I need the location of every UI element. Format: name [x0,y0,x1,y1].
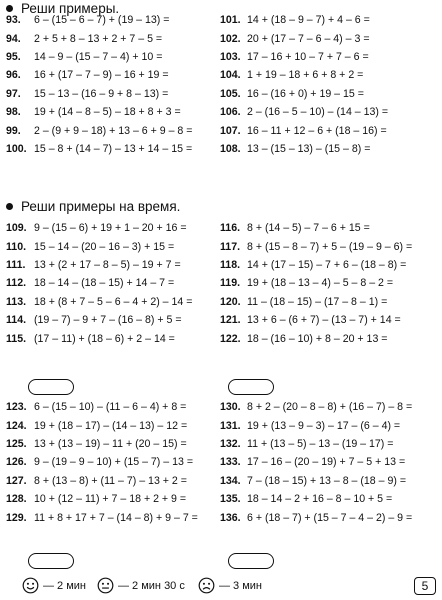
exercise-expression: 18 – 14 – (18 – 15) + 14 – 7 = [34,277,175,290]
exercise-row [220,398,440,416]
exercise-row [6,293,226,311]
exercise-expression: 6 + (18 – 7) + (15 – 7 – 4 – 2) – 9 = [247,511,413,524]
exercise-row [220,472,440,490]
exercise-expression: 6 – (15 – 10) – (11 – 6 – 4) + 8 = [34,401,187,414]
exercise-number: 119. [220,277,241,290]
legend-item-sad [198,577,262,594]
exercise-expression: 15 – 14 – (20 – 16 – 3) + 15 = [34,240,175,253]
exercise-number: 105. [220,87,241,100]
exercise-row [6,237,226,255]
exercise-number: 124. [6,419,27,432]
exercise-expression: 19 + (18 – 13 – 4) – 5 – 8 – 2 = [247,277,394,290]
exercise-expression: 16 – 11 + 12 – 6 + (18 – 16) = [247,124,387,137]
exercise-expression: 2 + 5 + 8 – 13 + 2 + 7 – 5 = [34,32,163,45]
smiley-sad-icon [198,577,215,594]
exercise-number: 129. [6,511,27,524]
section-2-heading [6,199,180,214]
exercise-expression: 8 + (14 – 5) – 7 – 6 + 15 = [247,222,370,235]
exercise-expression: 10 + (12 – 11) + 7 – 18 + 2 + 9 = [34,493,187,506]
exercise-number: 131. [220,419,241,432]
exercise-number: 101. [220,14,241,27]
section-3-left-column [6,398,226,527]
exercise-number: 93. [6,14,21,27]
exercise-expression: 19 + (14 – 8 – 5) – 18 + 8 + 3 = [34,106,181,119]
exercise-row [6,11,226,29]
exercise-number: 96. [6,69,21,82]
exercise-expression: 11 – (18 – 15) – (17 – 8 – 1) = [247,295,388,308]
exercise-row [220,85,440,103]
exercise-expression: 8 + (15 – 8 – 7) + 5 – (19 – 9 – 6) = [247,240,413,253]
section-2-title: Реши примеры на время. [21,199,181,214]
exercise-row [6,329,226,347]
bullet-icon [6,203,13,210]
exercise-row [220,48,440,66]
exercise-row [6,435,226,453]
section-3-right-column [220,398,440,527]
exercise-expression: 8 + (13 – 8) + (11 – 7) – 13 + 2 = [34,474,187,487]
legend-item-happy [22,577,86,594]
exercise-row [220,29,440,47]
exercise-number: 107. [220,124,241,137]
section-1-title: Реши примеры. [21,1,120,16]
exercise-number: 95. [6,50,21,63]
exercise-expression: 6 – (15 – 6 – 7) + (19 – 13) = [34,14,170,27]
time-answer-box-right-1[interactable] [228,379,274,395]
exercise-number: 112. [6,277,27,290]
exercise-number: 132. [220,437,241,450]
exercise-expression: (19 – 7) – 9 + 7 – (16 – 8) + 5 = [34,314,182,327]
exercise-row [220,237,440,255]
exercise-row [6,472,226,490]
exercise-number: 126. [6,456,27,469]
exercise-number: 98. [6,106,21,119]
exercise-expression: 20 + (17 – 7 – 6 – 4) – 3 = [247,32,370,45]
exercise-expression: 19 + (13 – 9 – 3) – 17 – (6 – 4) = [247,419,401,432]
exercise-expression: 17 – 16 + 10 – 7 + 7 – 6 = [247,50,369,63]
exercise-number: 116. [220,222,241,235]
exercise-row [6,416,226,434]
legend-text-sad: — 3 мин [219,579,263,592]
exercise-row [6,219,226,237]
section-2-right-column [220,219,440,348]
exercise-expression: 13 – (15 – 13) – (15 – 8) = [247,142,371,155]
exercise-number: 120. [220,295,241,308]
exercise-expression: 2 – (16 – 5 – 10) – (14 – 13) = [247,106,389,119]
exercise-expression: 13 + (13 – 19) – 11 + (20 – 15) = [34,437,187,450]
exercise-number: 110. [6,240,27,253]
legend-item-neutral [97,577,185,594]
exercise-number: 103. [220,50,241,63]
exercise-row [6,85,226,103]
exercise-number: 97. [6,87,21,100]
exercise-row [6,140,226,158]
exercise-number: 135. [220,493,241,506]
section-1-right-column [220,11,440,158]
section-2-left-column [6,219,226,348]
exercise-number: 115. [6,332,27,345]
exercise-expression: 9 – (19 – 9 – 10) + (15 – 7) – 13 = [34,456,194,469]
legend-text-happy: — 2 мин [43,579,87,592]
exercise-expression: 13 + (2 + 17 – 8 – 5) – 19 + 7 = [34,258,181,271]
exercise-row [6,121,226,139]
exercise-expression: 13 + 6 – (6 + 7) – (13 – 7) + 14 = [247,314,401,327]
exercise-row [220,121,440,139]
exercise-number: 109. [6,222,27,235]
exercise-expression: 14 + (17 – 15) – 7 + 6 – (18 – 8) = [247,258,407,271]
exercise-number: 122. [220,332,241,345]
exercise-row [220,311,440,329]
exercise-row [6,103,226,121]
exercise-expression: 15 – 13 – (16 – 9 + 8 – 13) = [34,87,169,100]
exercise-row [220,490,440,508]
exercise-number: 111. [6,258,26,271]
exercise-number: 134. [220,474,241,487]
page-number [414,577,436,595]
exercise-row [220,453,440,471]
exercise-expression: 11 + (13 – 5) – 13 – (19 – 17) = [247,437,394,450]
exercise-row [6,256,226,274]
exercise-number: 100. [6,142,27,155]
exercise-number: 102. [220,32,241,45]
exercise-expression: 18 + (8 + 7 – 5 – 6 – 4 + 2) – 14 = [34,295,193,308]
exercise-expression: 14 + (18 – 9 – 7) + 4 – 6 = [247,14,370,27]
page-number-text: 5 [421,579,429,593]
exercise-number: 106. [220,106,241,119]
exercise-number: 94. [6,32,21,45]
exercise-row [220,329,440,347]
exercise-row [220,219,440,237]
smiley-happy-icon [22,577,39,594]
exercise-row [220,508,440,526]
exercise-row [6,29,226,47]
exercise-expression: 15 – 8 + (14 – 7) – 13 + 14 – 15 = [34,142,193,155]
exercise-number: 114. [6,314,27,327]
time-answer-box-left-1[interactable] [28,379,74,395]
time-answer-box-left-2[interactable] [28,553,74,569]
section-1-left-column [6,11,226,158]
exercise-number: 127. [6,474,27,487]
exercise-row [220,66,440,84]
exercise-number: 113. [6,295,27,308]
exercise-row [6,453,226,471]
exercise-expression: 16 – (16 + 0) + 19 – 15 = [247,87,364,100]
exercise-number: 104. [220,69,241,82]
exercise-number: 118. [220,258,241,271]
exercise-row [6,398,226,416]
exercise-expression: 7 – (18 – 15) + 13 – 8 – (18 – 9) = [247,474,407,487]
exercise-row [220,435,440,453]
exercise-row [6,490,226,508]
exercise-expression: 14 – 9 – (15 – 7 – 4) + 10 = [34,50,163,63]
exercise-number: 128. [6,493,27,506]
exercise-row [6,274,226,292]
exercise-row [6,48,226,66]
exercise-row [220,140,440,158]
exercise-expression: 19 + (18 – 17) – (14 – 13) – 12 = [34,419,188,432]
exercise-expression: 11 + 8 + 17 + 7 – (14 – 8) + 9 – 7 = [34,511,198,524]
exercise-number: 99. [6,124,21,137]
exercise-row [220,11,440,29]
exercise-number: 136. [220,511,241,524]
exercise-expression: 1 + 19 – 18 + 6 + 8 + 2 = [247,69,364,82]
exercise-expression: 18 – 14 – 2 + 16 – 8 – 10 + 5 = [247,493,393,506]
exercise-row [220,274,440,292]
footer [0,576,442,596]
exercise-row [6,66,226,84]
exercise-row [220,293,440,311]
legend-text-neutral: — 2 мин 30 с [118,579,185,592]
exercise-row [6,311,226,329]
exercise-expression: 2 – (9 + 9 – 18) + 13 – 6 + 9 – 8 = [34,124,193,137]
exercise-number: 121. [220,314,241,327]
exercise-row [220,256,440,274]
exercise-expression: 18 – (16 – 10) + 8 – 20 + 13 = [247,332,388,345]
exercise-number: 125. [6,437,27,450]
exercise-number: 123. [6,401,27,414]
exercise-number: 133. [220,456,241,469]
exercise-row [220,416,440,434]
exercise-expression: 17 – 16 – (20 – 19) + 7 – 5 + 13 = [247,456,406,469]
time-answer-box-right-2[interactable] [228,553,274,569]
exercise-expression: 16 + (17 – 7 – 9) – 16 + 19 = [34,69,169,82]
exercise-expression: 8 + 2 – (20 – 8 – 8) + (16 – 7) – 8 = [247,401,413,414]
exercise-number: 108. [220,142,241,155]
exercise-number: 117. [220,240,241,253]
exercise-expression: 9 – (15 – 6) + 19 + 1 – 20 + 16 = [34,222,187,235]
exercise-row [6,508,226,526]
exercise-row [220,103,440,121]
smiley-neutral-icon [97,577,114,594]
exercise-expression: (17 – 11) + (18 – 6) + 2 – 14 = [34,332,175,345]
exercise-number: 130. [220,401,241,414]
